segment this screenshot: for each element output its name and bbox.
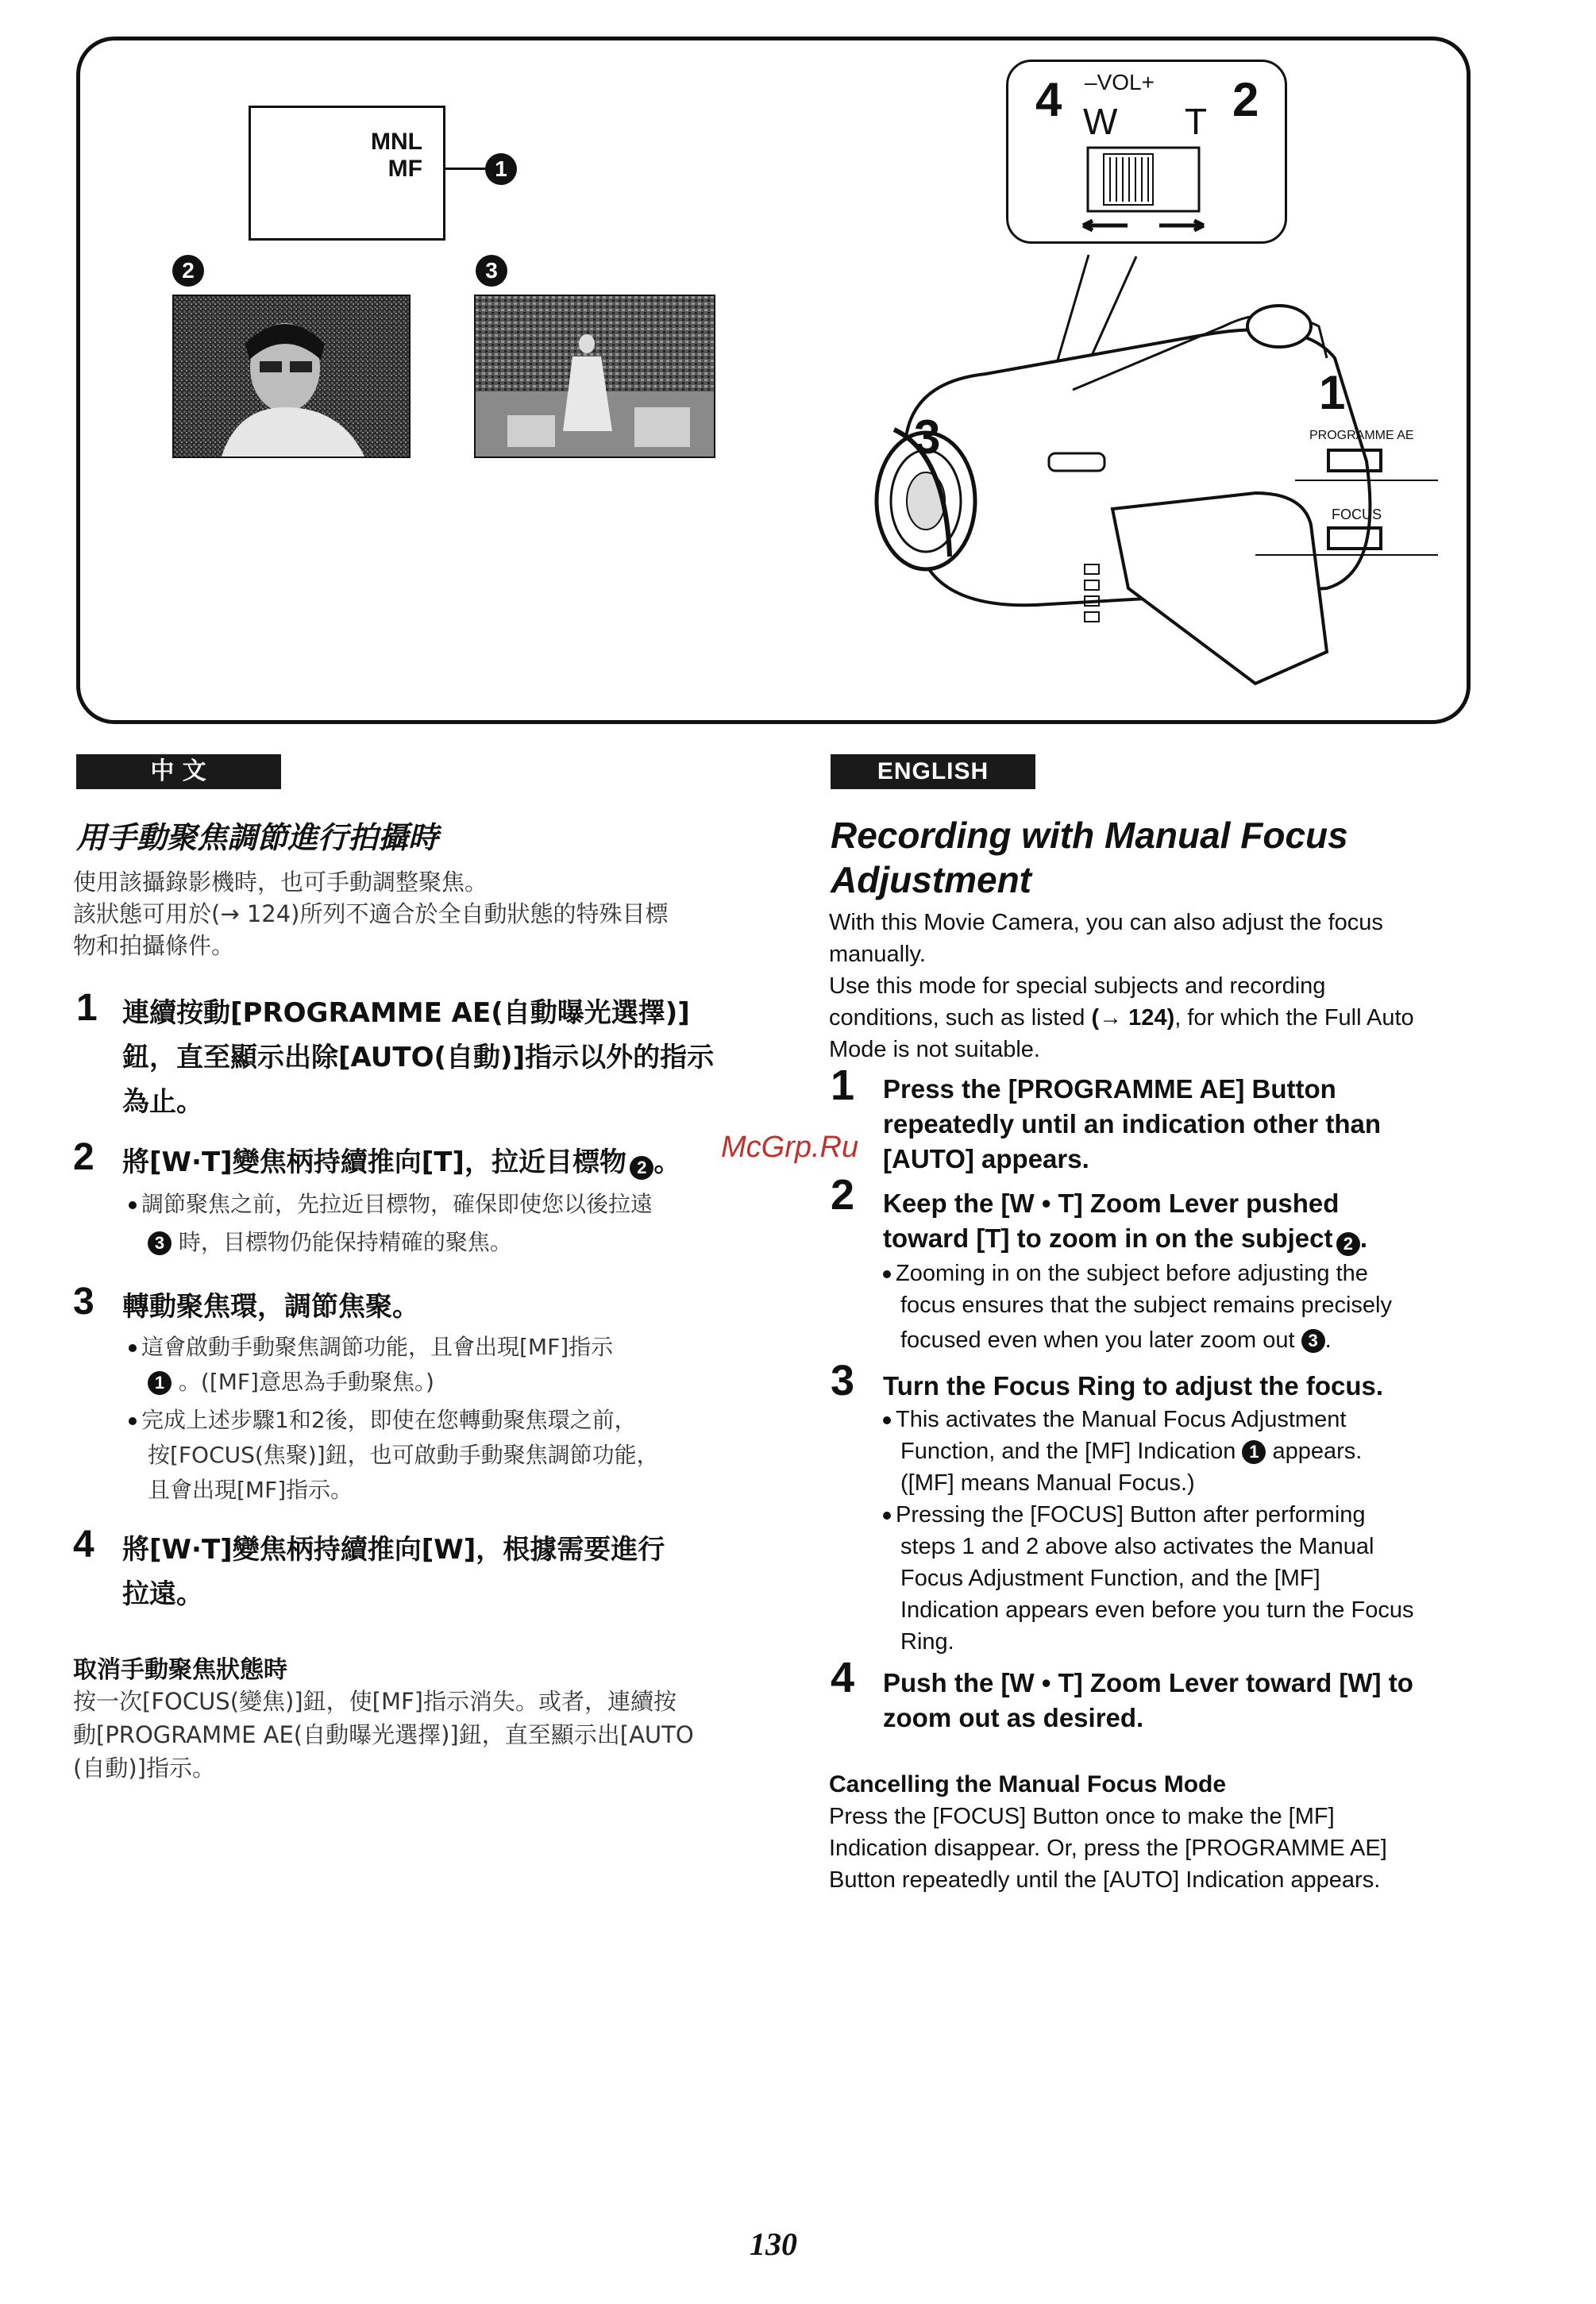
chinese-step-4-line-2: 拉遠。 xyxy=(122,1578,203,1610)
programme-ae-label: PROGRAMME AE xyxy=(1309,429,1414,442)
callout-badge-2: 2 xyxy=(172,255,204,287)
chinese-step-2-number: 2 xyxy=(73,1136,94,1178)
chinese-step-3-bullet-1-cont xyxy=(148,1366,434,1399)
chinese-step-3-bullet-1-line-1: 這會啟動手動聚焦調節功能，且會出現[MF]指示 xyxy=(141,1334,614,1360)
english-step-2-line-1: Keep the [W • T] Zoom Lever pushed xyxy=(883,1189,1340,1218)
callout-line xyxy=(444,168,490,170)
lever-t-label: T xyxy=(1185,101,1208,142)
chinese-intro-line-2: 該狀態可用於(→ 124)所列不適合於全自動狀態的特殊目標 xyxy=(73,900,669,927)
lcd-focus-text: MF xyxy=(387,156,422,182)
english-step-1-number: 1 xyxy=(831,1061,855,1109)
chinese-step-3-number: 3 xyxy=(73,1281,94,1323)
page-number: 130 xyxy=(750,2226,797,2262)
chinese-step-3-bullet-2-line-1: 完成上述步驟1和2後，即使在您轉動聚焦環之前， xyxy=(141,1407,637,1433)
chinese-intro-line-3: 物和拍攝條件。 xyxy=(73,932,235,959)
bullet-icon xyxy=(129,1201,137,1209)
english-step-3-line-1: Turn the Focus Ring to adjust the focus. xyxy=(883,1371,1384,1401)
chinese-step-1-line-2: 鈕，直至顯示出除[AUTO(自動)]指示以外的指示 xyxy=(122,1042,715,1073)
english-step-3-bullet-2-line-4: Indication appears even before you turn the Focus xyxy=(900,1597,1414,1623)
english-intro-line-2: manually. xyxy=(829,942,926,967)
badge-1-icon: 1 xyxy=(148,1371,172,1395)
english-cancel-line-3: Button repeatedly until the [AUTO] Indication appears. xyxy=(829,1867,1381,1893)
english-step-3-bullet-2-line-3: Focus Adjustment Function, and the [MF] xyxy=(900,1566,1320,1591)
lever-number-2: 2 xyxy=(1232,73,1259,126)
english-step-2-row: toward [T] to zoom in on the subject 2 . xyxy=(883,1221,1367,1256)
english-step-1-line-1: Press the [PROGRAMME AE] Button xyxy=(883,1074,1336,1104)
portrait-photo-icon xyxy=(174,296,409,457)
english-step-3-bullet-2-line-1: Pressing the [FOCUS] Button after performing xyxy=(896,1502,1366,1528)
english-title-line-2: Adjustment xyxy=(831,859,1031,900)
english-step-3-bullet-1-line-1: This activates the Manual Focus Adjustment xyxy=(896,1407,1347,1432)
english-step-3-bullet-1 xyxy=(883,1404,1346,1435)
english-section-label: ENGLISH xyxy=(831,754,1035,789)
button-number-1: 1 xyxy=(1319,366,1346,419)
zoom-lever-callout xyxy=(1006,60,1287,244)
lever-w-label: W xyxy=(1083,101,1118,142)
lever-vol-label: –VOL+ xyxy=(1085,70,1155,94)
lever-number-4: 4 xyxy=(1035,73,1062,126)
english-step-3-bullet-2-line-5: Ring. xyxy=(900,1629,954,1655)
badge-1-icon: 1 xyxy=(1242,1440,1266,1464)
bullet-icon xyxy=(883,1512,891,1520)
chinese-step-2-bullet-cont xyxy=(148,1226,512,1259)
english-step-2-bullet-line-1: Zooming in on the subject before adjusting the xyxy=(896,1261,1368,1286)
english-title-line-1: Recording with Manual Focus xyxy=(831,815,1348,856)
bullet-icon xyxy=(129,1344,137,1352)
badge-2-icon: 2 xyxy=(1336,1232,1360,1256)
bullet-icon xyxy=(129,1417,137,1425)
focus-ring-number-3: 3 xyxy=(914,410,941,464)
english-step-1-line-3: [AUTO] appears. xyxy=(883,1144,1089,1173)
chinese-cancel-line-2: 動[PROGRAMME AE(自動曝光選擇)]鈕，直至顯示出[AUTO xyxy=(73,1721,694,1748)
bullet-icon xyxy=(883,1270,891,1278)
watermark-text: McGrp.Ru xyxy=(721,1131,859,1164)
landscape-photo-icon xyxy=(476,296,714,457)
chinese-step-1-line-1: 連續按動[PROGRAMME AE(自動曝光選擇)] xyxy=(122,997,690,1029)
chinese-step-2-bullet xyxy=(129,1188,653,1221)
badge-3-icon: 3 xyxy=(148,1231,172,1255)
english-cancel-line-1: Press the [FOCUS] Button once to make the [MF] xyxy=(829,1804,1335,1829)
english-intro-line-4c: , for which the Full Auto xyxy=(1174,1005,1414,1031)
english-cancel-line-2: Indication disappear. Or, press the [PROGRAMME AE] xyxy=(829,1836,1387,1861)
english-step-4-line-2: zoom out as desired. xyxy=(883,1703,1144,1732)
english-step-2-line-2: toward [T] to zoom in on the subject xyxy=(883,1223,1333,1253)
page-reference: (→ 124) xyxy=(1091,1005,1175,1031)
chinese-step-2-bullet-line-2: 時，目標物仍能保持精確的聚焦。 xyxy=(178,1229,512,1255)
chinese-step-3-bullet-2-line-2: 按[FOCUS(焦聚)]鈕，也可啟動手動聚焦調節功能， xyxy=(148,1442,659,1468)
english-step-3-bullet-1-line-2a: Function, and the [MF] Indication xyxy=(900,1439,1236,1464)
chinese-section-label: 中 文 xyxy=(76,754,281,789)
english-step-2-bullet-line-2: focus ensures that the subject remains precisely xyxy=(900,1293,1392,1318)
camcorder-illustration-icon xyxy=(811,239,1462,715)
bullet-icon xyxy=(883,1416,891,1424)
chinese-step-3-bullet-2 xyxy=(129,1404,637,1437)
chinese-step-3-line-1: 轉動聚焦環，調節焦聚。 xyxy=(122,1291,419,1323)
english-step-3-bullet-1-line-2b: appears. xyxy=(1272,1439,1363,1464)
lcd-display xyxy=(249,106,445,241)
chinese-cancel-line-3: (自動)]指示。 xyxy=(73,1755,215,1782)
lcd-mode-text: MNL xyxy=(371,129,422,155)
focus-label: FOCUS xyxy=(1332,507,1382,522)
badge-2-icon: 2 xyxy=(630,1156,653,1180)
english-step-3-bullet-2-line-2: steps 1 and 2 above also activates the Manual xyxy=(900,1534,1374,1559)
focus-button xyxy=(1327,526,1382,550)
chinese-step-1-line-3: 為止。 xyxy=(122,1086,203,1118)
chinese-step-3-bullet-2-line-3: 且會出現[MF]指示。 xyxy=(148,1477,353,1503)
chinese-step-2-bullet-line-1: 調節聚焦之前，先拉近目標物，確保即使您以後拉遠 xyxy=(141,1191,653,1217)
programme-ae-button xyxy=(1327,449,1382,472)
english-cancel-title: Cancelling the Manual Focus Mode xyxy=(829,1771,1227,1797)
chinese-step-2-line-1: 將[W·T]變焦柄持續推向[T]，拉近目標物 xyxy=(122,1146,626,1178)
english-intro-line-5: Mode is not suitable. xyxy=(829,1037,1040,1062)
english-step-1-line-2: repeatedly until an indication other than xyxy=(883,1109,1382,1139)
chinese-step-4-number: 4 xyxy=(73,1524,94,1566)
badge-3-icon: 3 xyxy=(1301,1329,1325,1353)
english-step-3-bullet-1-cont xyxy=(900,1435,1362,1467)
english-intro-line-3: Use this mode for special subjects and recording xyxy=(829,973,1326,999)
chinese-intro-line-1: 使用該攝錄影機時，也可手動調整聚焦。 xyxy=(73,869,488,896)
english-step-4-line-1: Push the [W • T] Zoom Lever toward [W] to xyxy=(883,1668,1413,1697)
chinese-step-4-line-1: 將[W·T]變焦柄持續推向[W]，根據需要進行 xyxy=(122,1534,665,1566)
chinese-step-3-bullet-1 xyxy=(129,1331,613,1364)
figure-panel xyxy=(76,37,1471,724)
chinese-step-2-row: 將[W·T]變焦柄持續推向[T]，拉近目標物 2 。 xyxy=(122,1146,681,1178)
english-step-2-bullet-line-3: focused even when you later zoom out xyxy=(900,1327,1295,1353)
english-step-2-bullet xyxy=(883,1258,1368,1289)
english-intro-line-4a: conditions, such as listed xyxy=(829,1005,1092,1031)
english-intro-line-1: With this Movie Camera, you can also adjust the focus xyxy=(829,910,1383,935)
callout-badge-1: 1 xyxy=(485,153,517,185)
chinese-title: 用手動聚焦調節進行拍攝時 xyxy=(76,820,439,855)
english-intro-line-4 xyxy=(829,1002,1414,1034)
chinese-cancel-title: 取消手動聚焦狀態時 xyxy=(73,1656,287,1684)
english-step-3-bullet-2 xyxy=(883,1499,1366,1531)
english-step-4-number: 4 xyxy=(831,1654,855,1701)
photo-zoomed-in xyxy=(172,295,411,458)
photo-zoomed-out xyxy=(474,295,715,458)
english-step-2-number: 2 xyxy=(831,1171,855,1219)
chinese-step-3-bullet-1-line-2: 。([MF]意思為手動聚焦。) xyxy=(178,1369,434,1395)
chinese-step-1-number: 1 xyxy=(76,987,98,1029)
zoom-lever-icon xyxy=(1072,141,1215,237)
chinese-cancel-line-1: 按一次[FOCUS(變焦)]鈕，使[MF]指示消失。或者，連續按 xyxy=(73,1688,677,1715)
callout-badge-3: 3 xyxy=(476,255,507,287)
english-step-3-number: 3 xyxy=(831,1357,855,1404)
english-step-3-bullet-1-line-3: ([MF] means Manual Focus.) xyxy=(900,1470,1195,1496)
english-step-2-bullet-cont: focused even when you later zoom out 3 . xyxy=(900,1327,1332,1353)
